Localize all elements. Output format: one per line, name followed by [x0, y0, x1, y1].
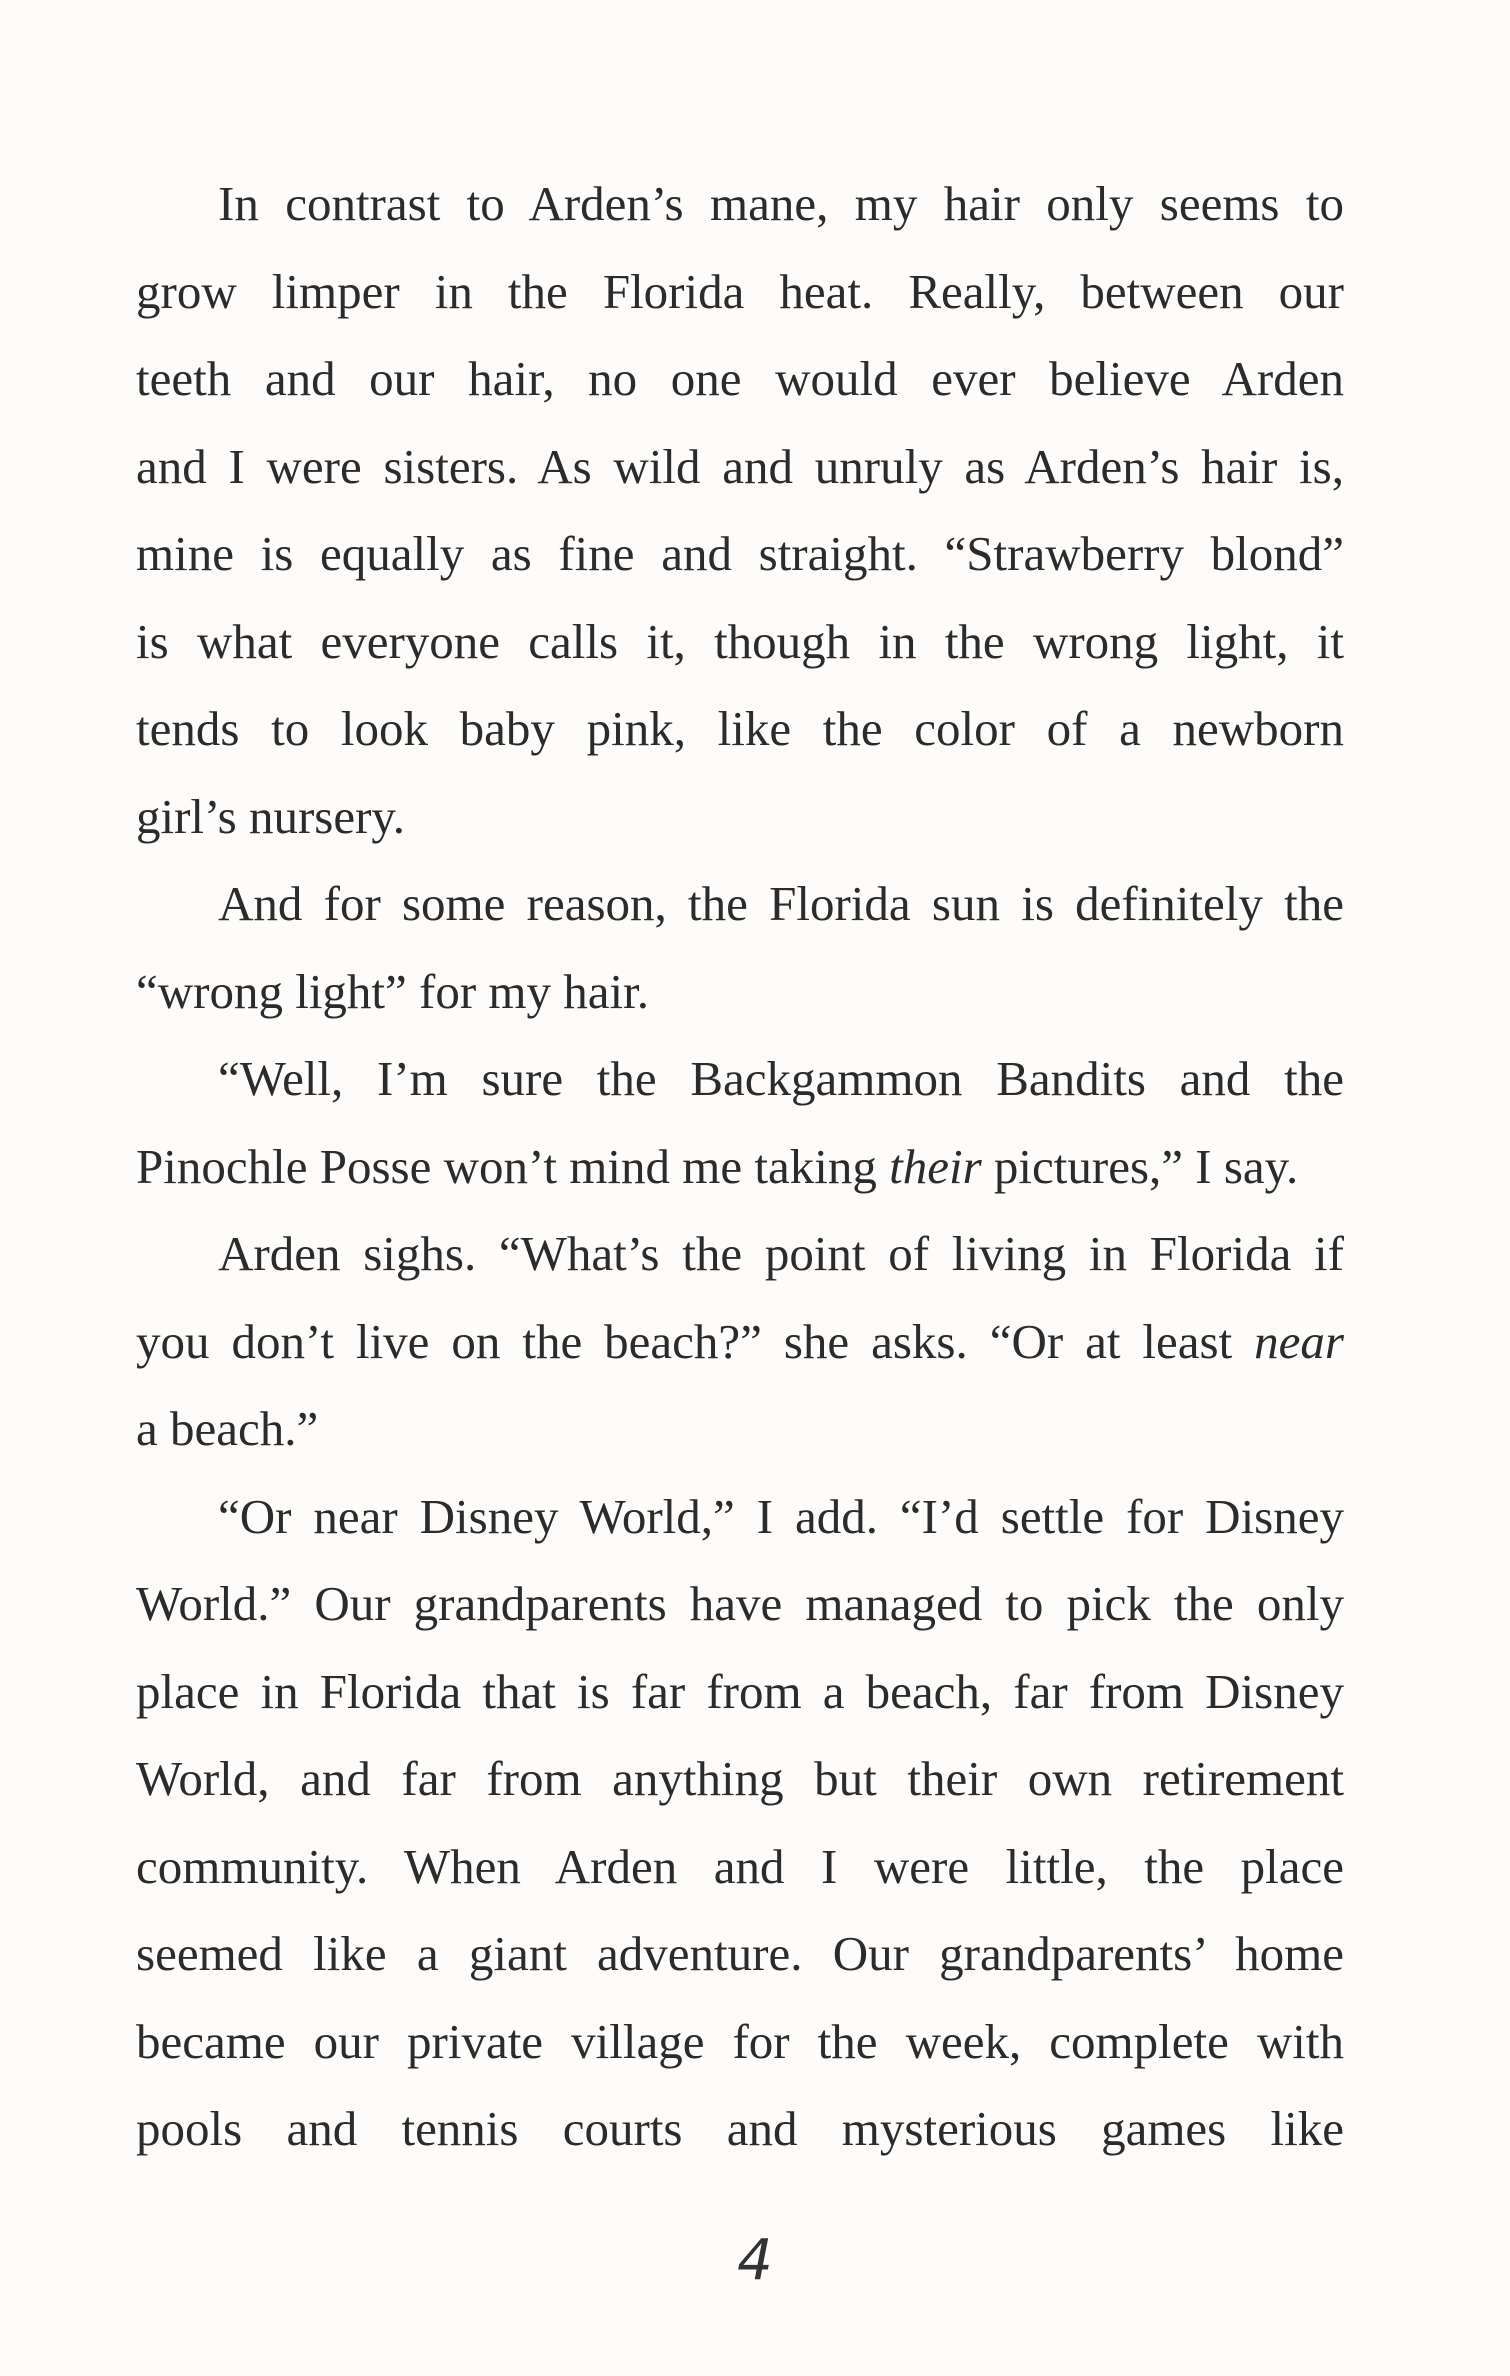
paragraph-2	[136, 860, 1344, 1035]
text-line	[136, 1298, 1344, 1386]
text-line: World, and far from anything but their own retirement	[136, 1751, 1344, 1806]
italic-emphasis: near	[1254, 1313, 1344, 1369]
paragraph-1	[136, 160, 1344, 860]
text-segment: you don’t live on the beach?” she asks. “Or at least	[136, 1313, 1255, 1369]
text-line: mine is equally as fine and straight. “Strawberry blond”	[136, 526, 1344, 581]
text-line: teeth and our hair, no one would ever believe Arden	[136, 351, 1344, 406]
text-line: pools and tennis courts and mysterious games like	[136, 2101, 1344, 2156]
text-line: is what everyone calls it, though in the wrong light, it	[136, 613, 1344, 669]
text-line: a beach.”	[136, 1401, 319, 1456]
text-line: place in Florida that is far from a beach, far from Disney	[136, 1663, 1344, 1719]
text-line: “Well, I’m sure the Backgammon Bandits and the	[218, 1051, 1344, 1106]
paragraph-3	[136, 1035, 1344, 1210]
text-line: seemed like a giant adventure. Our grandparents’ home	[136, 1926, 1344, 1981]
text-line: “wrong light” for my hair.	[136, 963, 650, 1019]
page-number: 4	[737, 2228, 773, 2293]
text-line: became our private village for the week, complete with	[136, 2013, 1344, 2069]
text-line: “Or near Disney World,” I add. “I’d settle for Disney	[218, 1488, 1344, 1544]
text-line: girl’s nursery.	[136, 788, 405, 844]
text-line: tends to look baby pink, like the color of a newborn	[136, 701, 1344, 756]
paragraph-5	[136, 1473, 1344, 2173]
text-line	[136, 1123, 1344, 1211]
body-text	[136, 160, 1344, 2173]
italic-emphasis: their	[889, 1138, 982, 1194]
text-line: And for some reason, the Florida sun is definitely the	[218, 876, 1344, 931]
text-line: grow limper in the Florida heat. Really, between our	[136, 263, 1344, 319]
text-segment: Pinochle Posse won’t mind me taking	[136, 1138, 890, 1194]
text-line: World.” Our grandparents have managed to pick the only	[136, 1576, 1344, 1631]
paragraph-4	[136, 1210, 1344, 1473]
text-line: community. When Arden and I were little, the place	[136, 1838, 1344, 1894]
text-line: and I were sisters. As wild and unruly as Arden’s hair is,	[136, 438, 1344, 494]
text-segment: pictures,” I say.	[981, 1138, 1299, 1194]
text-line: In contrast to Arden’s mane, my hair only seems to	[218, 176, 1344, 231]
text-line: Arden sighs. “What’s the point of living in Florida if	[218, 1226, 1344, 1281]
